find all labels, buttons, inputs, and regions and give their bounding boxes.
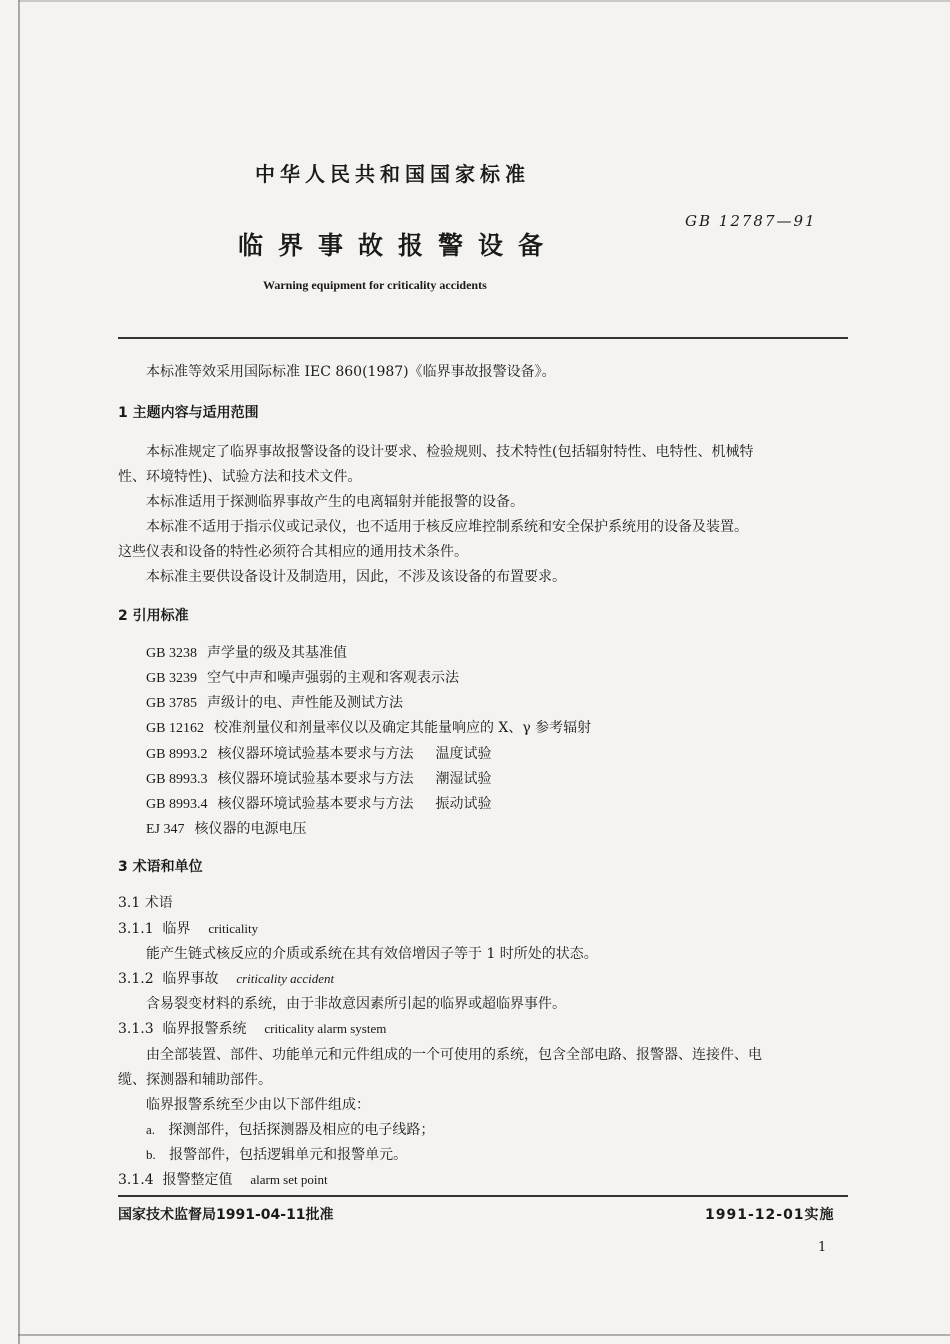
term-number: 3.1.4 — [118, 1172, 154, 1188]
reference-item — [146, 717, 591, 737]
reference-code: GB 8993.3 — [146, 772, 208, 787]
reference-title: 核仪器环境试验基本要求与方法 — [217, 771, 414, 787]
term-zh: 临界 — [162, 921, 191, 937]
term-3-1-3-definition-line2: 缆、探测器和辅助部件。 — [118, 1072, 272, 1088]
page-scan-edge-left — [18, 0, 20, 1344]
reference-item — [146, 768, 491, 788]
term-en: criticality — [208, 921, 259, 936]
section-1-p1-line1: 本标准规定了临界事故报警设备的设计要求、检验规则、技术特性(包括辐射特性、电特性、机械特 — [146, 444, 754, 460]
reference-item — [146, 793, 491, 813]
reference-item — [146, 667, 459, 687]
reference-item — [146, 743, 491, 763]
reference-item — [146, 818, 307, 838]
reference-code: GB 3238 — [146, 646, 197, 661]
term-zh: 临界事故 — [162, 971, 219, 987]
reference-test-type: 潮湿试验 — [435, 771, 492, 787]
term-3-1-1-definition: 能产生链式核反应的介质或系统在其有效倍增因子等于 1 时所处的状态。 — [146, 946, 598, 962]
standard-code: GB 12787—91 — [685, 212, 817, 230]
reference-code: GB 8993.4 — [146, 797, 208, 812]
term-3-1-4 — [118, 1169, 328, 1189]
term-number: 3.1.1 — [118, 921, 154, 937]
reference-title: 核仪器环境试验基本要求与方法 — [217, 796, 414, 812]
term-zh: 报警整定值 — [162, 1172, 233, 1188]
footer-divider — [118, 1195, 848, 1197]
term-3-1-3-components-intro: 临界报警系统至少由以下部件组成： — [146, 1097, 370, 1113]
term-3-1-2 — [118, 968, 334, 988]
reference-title: 空气中声和噪声强弱的主观和客观表示法 — [206, 670, 459, 686]
document-title-zh: 临界事故报警设备 — [238, 231, 559, 260]
approval-date: 国家技术监督局1991-04-11批准 — [118, 1207, 334, 1223]
document-title-en: Warning equipment for criticality accidents — [263, 278, 487, 292]
reference-title: 声级计的电、声性能及测试方法 — [206, 695, 403, 711]
reference-code: GB 8993.2 — [146, 747, 208, 762]
page-scan-edge-bottom — [18, 1334, 950, 1336]
page-number: 1 — [818, 1240, 827, 1255]
header-divider — [118, 337, 848, 339]
section-1-heading: 1 主题内容与适用范围 — [118, 405, 259, 421]
section-1-p1-line2: 性、环境特性)、试验方法和技术文件。 — [118, 469, 362, 485]
list-item — [146, 1144, 407, 1164]
reference-code: EJ 347 — [146, 822, 185, 837]
term-3-1-3-definition-line1: 由全部装置、部件、功能单元和元件组成的一个可使用的系统，包含全部电路、报警器、连接件、电 — [146, 1047, 762, 1063]
section-3-1-heading: 3.1 术语 — [118, 895, 173, 911]
reference-code: GB 3239 — [146, 671, 197, 686]
intro-paragraph: 本标准等效采用国际标准 IEC 860(1987)《临界事故报警设备》。 — [146, 364, 556, 380]
reference-title: 核仪器的电源电压 — [194, 821, 307, 837]
list-item-label: b. — [146, 1147, 156, 1162]
term-zh: 临界报警系统 — [162, 1021, 247, 1037]
list-item-text: 探测部件，包括探测器及相应的电子线路； — [168, 1122, 435, 1138]
reference-item — [146, 692, 403, 712]
reference-code: GB 12162 — [146, 721, 204, 736]
term-number: 3.1.2 — [118, 971, 154, 987]
term-en: criticality alarm system — [264, 1021, 387, 1036]
term-3-1-3 — [118, 1018, 386, 1038]
term-3-1-2-definition: 含易裂变材料的系统，由于非故意因素所引起的临界或超临界事件。 — [146, 996, 566, 1012]
term-3-1-1 — [118, 918, 258, 938]
reference-code: GB 3785 — [146, 696, 197, 711]
section-1-p4: 本标准主要供设备设计及制造用，因此，不涉及该设备的布置要求。 — [146, 569, 566, 585]
list-item-text: 报警部件，包括逻辑单元和报警单元。 — [169, 1147, 408, 1163]
reference-item — [146, 642, 347, 662]
effective-date: 1991-12-01实施 — [705, 1207, 835, 1223]
section-2-heading: 2 引用标准 — [118, 608, 189, 624]
list-item — [146, 1119, 434, 1139]
reference-test-type: 振动试验 — [435, 796, 492, 812]
reference-title: 校准剂量仪和剂量率仪以及确定其能量响应的 X、γ 参考辐射 — [213, 720, 592, 736]
section-1-p3-line2: 这些仪表和设备的特性必须符合其相应的通用技术条件。 — [118, 544, 468, 560]
national-standard-heading: 中华人民共和国国家标准 — [255, 162, 530, 186]
list-item-label: a. — [146, 1122, 156, 1137]
section-1-p2: 本标准适用于探测临界事故产生的电离辐射并能报警的设备。 — [146, 494, 524, 510]
term-en: alarm set point — [250, 1172, 328, 1187]
reference-title: 核仪器环境试验基本要求与方法 — [217, 746, 414, 762]
section-3-heading: 3 术语和单位 — [118, 859, 203, 875]
term-number: 3.1.3 — [118, 1021, 154, 1037]
reference-test-type: 温度试验 — [435, 746, 492, 762]
reference-title: 声学量的级及其基准值 — [206, 645, 347, 661]
section-1-p3-line1: 本标准不适用于指示仪或记录仪，也不适用于核反应堆控制系统和安全保护系统用的设备及装置。 — [146, 519, 748, 535]
page-scan-edge-top — [18, 0, 950, 2]
term-en: criticality accident — [236, 971, 335, 986]
